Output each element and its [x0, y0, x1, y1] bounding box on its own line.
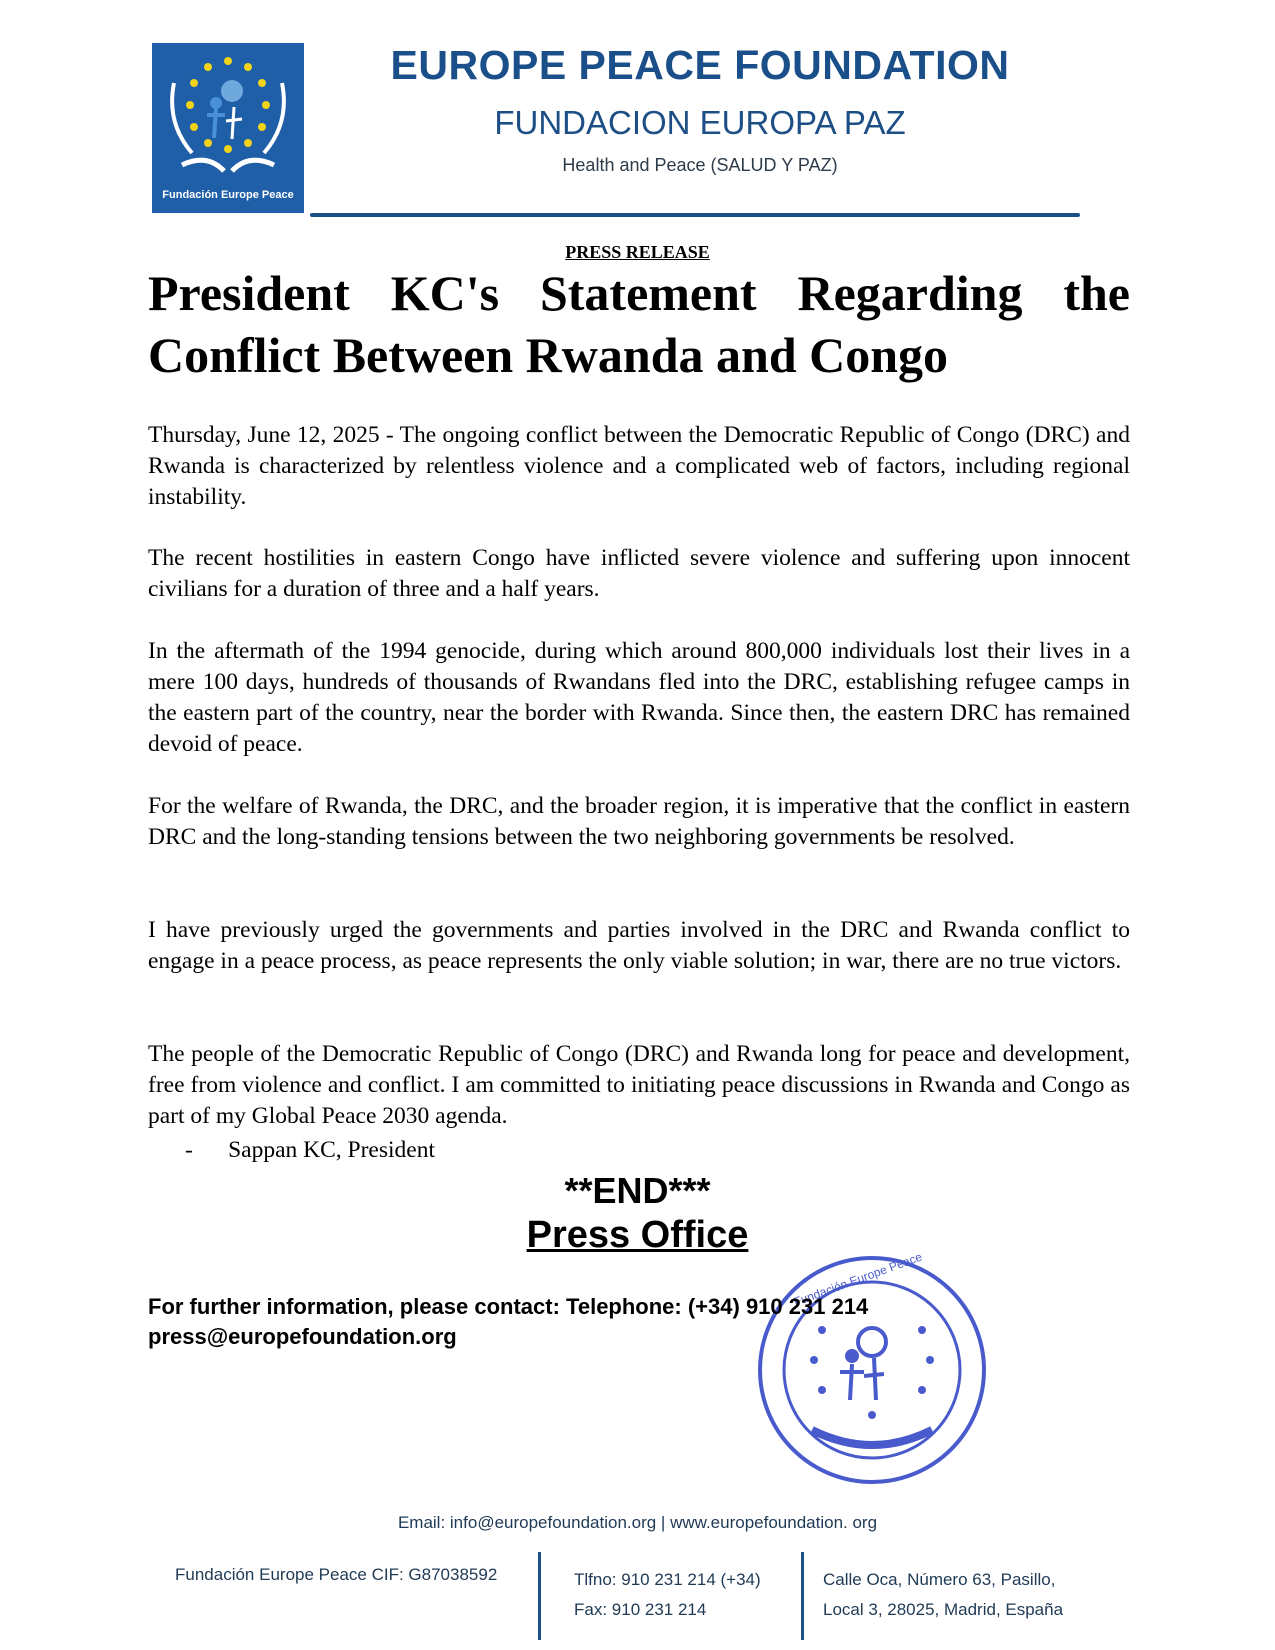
org-tagline: Health and Peace (SALUD Y PAZ) — [562, 155, 838, 175]
org-name-spanish: FUNDACION EUROPA PAZ — [494, 104, 906, 141]
signature: - Sappan KC, President — [185, 1137, 435, 1163]
paragraph: In the aftermath of the 1994 genocide, during which around 800,000 individuals lost their lives in a mere 100 days, hundreds of thousands of Rwandans fled into the DRC, establishing refugee camps in the eastern part of the country, near the border with Rwanda. Since then, the eastern DRC has remained devoid of peace. — [148, 638, 1130, 757]
footer-divider — [538, 1552, 541, 1640]
svg-text:Fundación Europe Peace: Fundación Europe Peace — [791, 1250, 924, 1310]
footer-phone: Tlfno: 910 231 214 (+34) — [574, 1570, 761, 1589]
paragraph: The people of the Democratic Republic of Congo (DRC) and Rwanda long for peace and development, free from violence and conflict. I am committed to initiating peace discussions in Rwanda and Congo as part of my Global Peace 2030 agenda. — [148, 1041, 1130, 1129]
document-label: PRESS RELEASE — [565, 242, 710, 262]
document-title: President KC's Statement Regarding the Conflict Between Rwanda and Congo — [148, 265, 1130, 383]
stamp-icon — [752, 1250, 992, 1490]
foundation-logo — [152, 43, 304, 213]
footer-address-line: Local 3, 28025, Madrid, España — [823, 1600, 1064, 1619]
paragraph: For the welfare of Rwanda, the DRC, and the broader region, it is imperative that the conflict in eastern DRC and the long-standing tensions between the two neighboring governments be resolved. — [148, 793, 1130, 850]
header-divider — [310, 213, 1080, 217]
footer-email-website: Email: info@europefoundation.org | www.europefoundation. org — [397, 1513, 878, 1532]
footer-divider — [801, 1552, 804, 1640]
footer-phone-fax — [574, 1565, 761, 1625]
contact-phone-line: For further information, please contact: Telephone: (+34) 910 231 214 — [148, 1294, 869, 1319]
paragraph: I have previously urged the governments and parties involved in the DRC and Rwanda conflict to engage in a peace process, as peace represents the only viable solution; in war, there are no true victors. — [148, 917, 1130, 974]
end-marker: **END*** — [564, 1170, 711, 1211]
org-name-english: EUROPE PEACE FOUNDATION — [390, 42, 1010, 88]
footer-address — [823, 1565, 1063, 1625]
footer-fax: Fax: 910 231 214 — [574, 1600, 707, 1619]
footer-cif: Fundación Europe Peace CIF: G87038592 — [175, 1565, 498, 1584]
logo-caption: Fundación Europe Peace — [162, 189, 294, 201]
contact-email-link[interactable]: press@europefoundation.org — [148, 1324, 457, 1349]
contact-info — [148, 1292, 1130, 1352]
paragraph: The recent hostilities in eastern Congo have inflicted severe violence and suffering upon innocent civilians for a duration of three and a half years. — [148, 545, 1130, 602]
press-office-heading: Press Office — [526, 1214, 749, 1256]
footer-address-line: Calle Oca, Número 63, Pasillo, — [823, 1570, 1056, 1589]
official-stamp — [752, 1250, 992, 1490]
paragraph: Thursday, June 12, 2025 - The ongoing conflict between the Democratic Republic of Congo (DRC) and Rwanda is characterized by relentless violence and a complicated web of factors, including regional instability. — [148, 422, 1130, 510]
logo-emblem-icon — [152, 43, 304, 183]
